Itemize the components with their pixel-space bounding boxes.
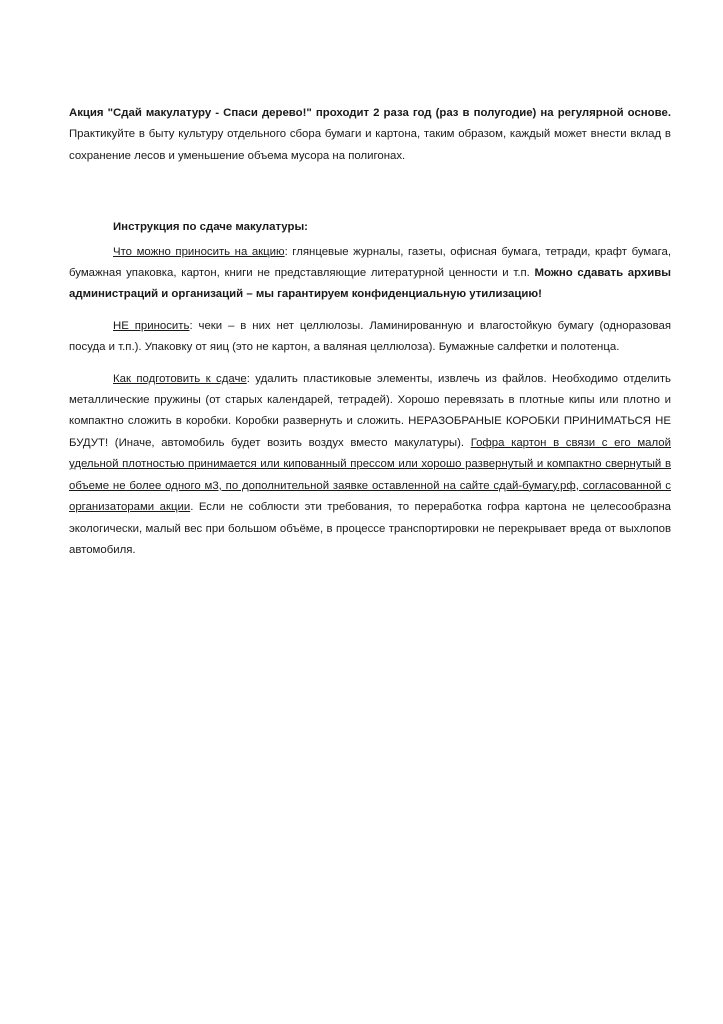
- intro-paragraph: [69, 103, 671, 167]
- how-to-prepare-paragraph: [69, 369, 671, 562]
- how-to-prepare-text: : удалить пластиковые элементы, извлечь из файлов. Необходимо отделить металлические пружины (от старых календарей, тетрадей). Хорошо перевязать в плотные кипы или плотно и компактно сложить в коробки. Коробки развернуть и сложить. НЕРАЗОБРАНЫЕ КОРОБКИ ПРИНИМАТЬСЯ НЕ БУДУТ! (Иначе, автомобиль будет возить воздух вместо макулатуры).: [69, 372, 671, 449]
- what-to-bring-text: : глянцевые журналы, газеты, офисная бумага, тетради, крафт бумага, бумажная упаковка, картон, книги не представляющие литературной ценности и т.п.: [69, 245, 671, 280]
- what-to-bring-label: Что можно приносить на акцию: [113, 245, 285, 258]
- how-to-prepare-tail: . Если не соблюсти эти требования, то переработка гофра картона не целесообразна экологически, малый вес при большом объёме, в процессе транспортировки не перекрывает вреда от выхлопов автомобиля.: [69, 501, 671, 556]
- archives-note: Можно сдавать архивы администраций и организаций – мы гарантируем конфиденциальную утилизацию!: [69, 267, 671, 301]
- instructions-heading: Инструкция по сдаче макулатуры:: [113, 221, 308, 234]
- intro-text: Практикуйте в быту культуру отдельного сбора бумаги и картона, таким образом, каждый может внести вклад в сохранение лесов и уменьшение объема мусора на полигонах.: [69, 128, 671, 162]
- do-not-bring-text: : чеки – в них нет целлюлозы. Ламинированную и влагостойкую бумагу (одноразовая посуда и т.п.). Упаковку от яиц (это не картон, а валяная целлюлоза). Бумажные салфетки и полотенца.: [69, 319, 671, 354]
- how-to-prepare-label: Как подготовить к сдаче: [113, 372, 247, 385]
- corrugated-cardboard-note: Гофра картон в связи с его малой удельной плотностью принимается или кипованный прессом или хорошо развернутый и компактно свернутый в объеме не более одного м3, по дополнительной заявке оставленной на сайте сдай-бумагу.рф, согласованной с организаторами акции: [69, 436, 671, 514]
- do-not-bring-paragraph: [69, 316, 671, 359]
- what-to-bring-paragraph: [69, 242, 671, 306]
- do-not-bring-label: НЕ приносить: [113, 319, 190, 332]
- intro-bold-lead: Акция "Сдай макулатуру - Спаси дерево!" проходит 2 раза год (раз в полугодие) на регулярной основе.: [69, 107, 671, 119]
